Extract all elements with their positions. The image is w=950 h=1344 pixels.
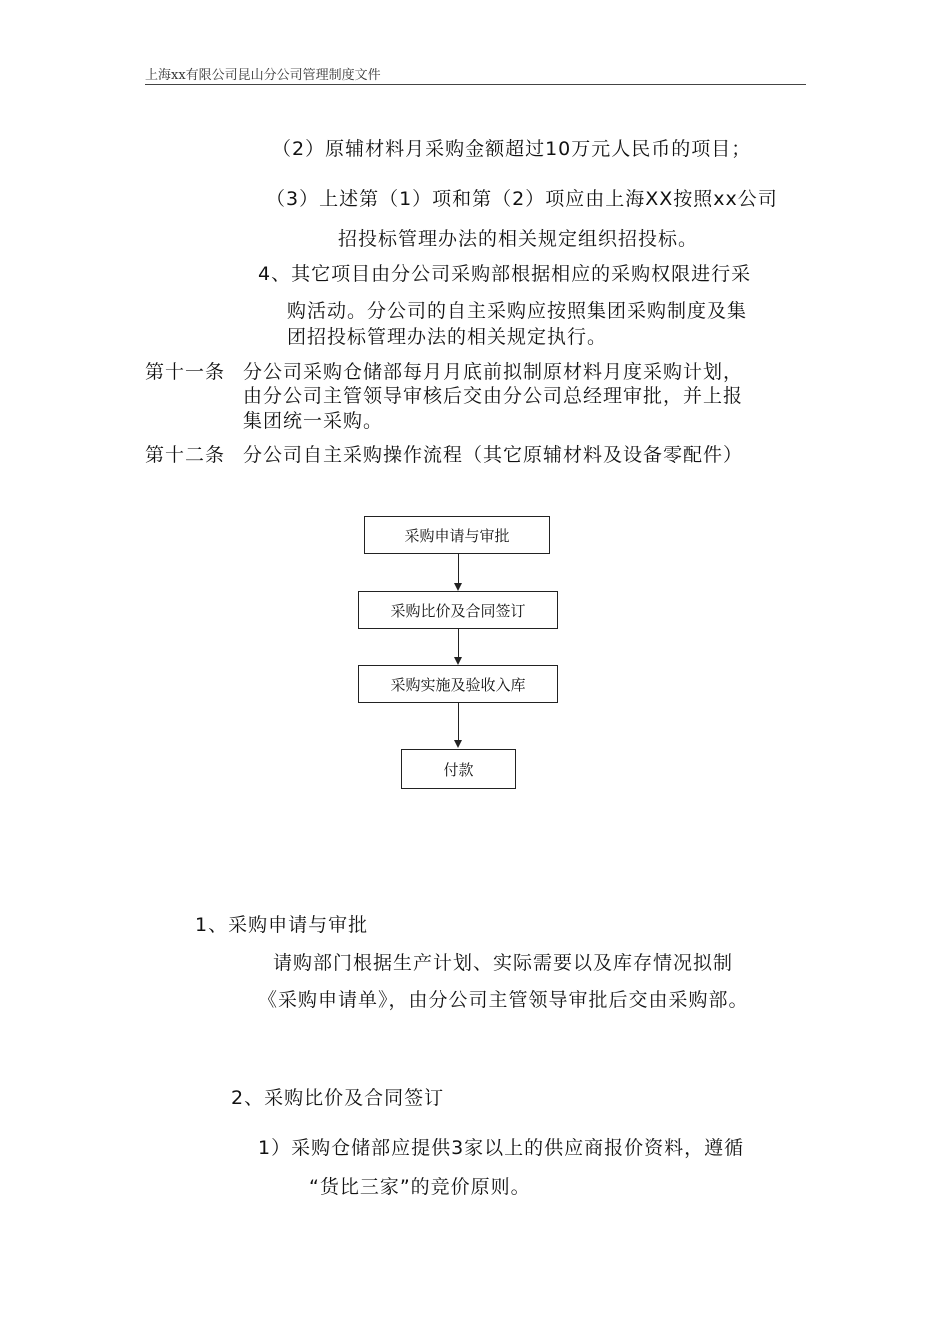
flow-step-4: 付款 xyxy=(401,749,516,789)
article-12-number: 第十二条 xyxy=(145,444,226,466)
article-11-line3: 集团统一采购。 xyxy=(243,410,384,432)
item-3-line1: （3）上述第（1）项和第（2）项应由上海XX按照xx公司 xyxy=(266,188,778,210)
item-4-line3: 团招投标管理办法的相关规定执行。 xyxy=(287,326,608,348)
flow-arrow-3 xyxy=(458,703,459,741)
article-11-text: 分公司采购仓储部每月月底前拟制原材料月度采购计划， xyxy=(243,361,744,383)
item-3-line2: 招投标管理办法的相关规定组织招投标。 xyxy=(338,228,699,250)
item-2: （2）原辅材料月采购金额超过10万元人民币的项目； xyxy=(272,138,752,160)
article-11-line1 xyxy=(145,360,743,384)
flow-arrow-2 xyxy=(458,629,459,658)
header-divider xyxy=(145,84,806,85)
section-2-title: 2、采购比价及合同签订 xyxy=(231,1087,445,1109)
section-1-line2: 《采购申请单》，由分公司主管领导审批后交由采购部。 xyxy=(258,989,749,1011)
article-11-number: 第十一条 xyxy=(145,361,226,383)
section-1-title: 1、采购申请与审批 xyxy=(195,914,369,936)
flow-arrow-1 xyxy=(458,554,459,584)
item-4-line1: 4、其它项目由分公司采购部根据相应的采购权限进行采 xyxy=(258,263,752,285)
article-12 xyxy=(145,443,743,467)
article-12-text: 分公司自主采购操作流程（其它原辅材料及设备零配件） xyxy=(243,444,744,466)
section-2-item1-line2: “货比三家”的竞价原则。 xyxy=(309,1176,531,1198)
flow-step-2: 采购比价及合同签订 xyxy=(358,591,558,629)
flow-step-1: 采购申请与审批 xyxy=(364,516,550,554)
document-header-title: 上海xx有限公司昆山分公司管理制度文件 xyxy=(145,68,381,83)
flow-arrow-head-1 xyxy=(454,583,462,591)
section-1-line1: 请购部门根据生产计划、实际需要以及库存情况拟制 xyxy=(273,952,734,974)
article-11-line2: 由分公司主管领导审核后交由分公司总经理审批，并上报 xyxy=(243,385,744,407)
section-2-item1-line1: 1）采购仓储部应提供3家以上的供应商报价资料，遵循 xyxy=(258,1137,745,1159)
flow-step-3: 采购实施及验收入库 xyxy=(358,665,558,703)
item-4-line2: 购活动。分公司的自主采购应按照集团采购制度及集 xyxy=(287,300,748,322)
flow-arrow-head-3 xyxy=(454,740,462,748)
flow-arrow-head-2 xyxy=(454,657,462,665)
